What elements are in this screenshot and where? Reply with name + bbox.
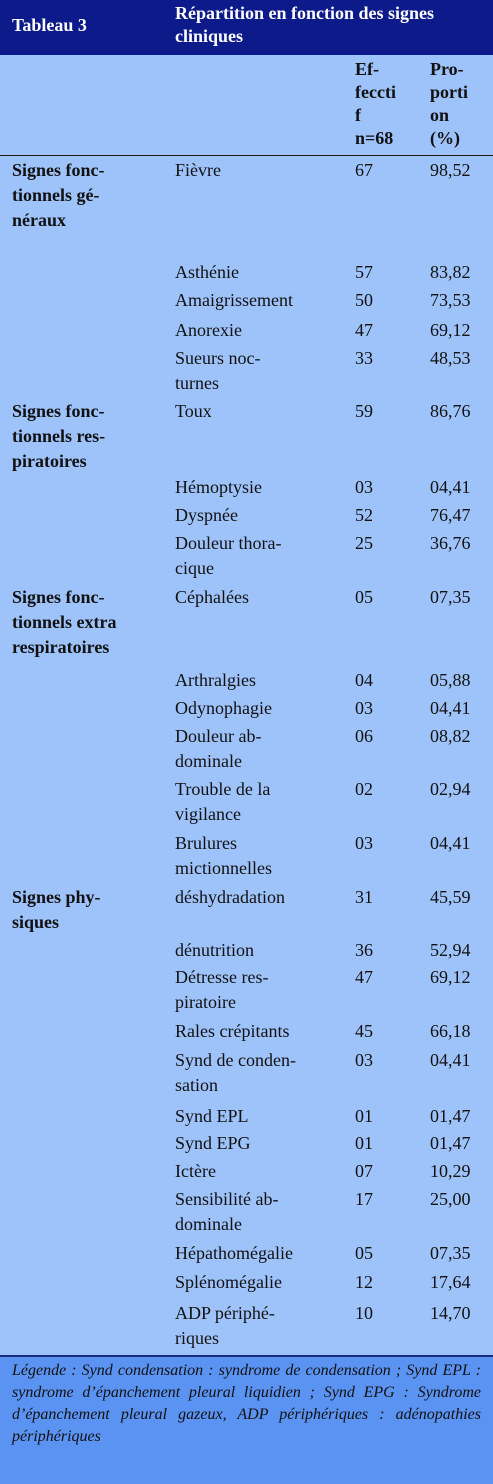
proportion-cell: 10,29 — [430, 1161, 471, 1181]
proportion-cell: 25,00 — [430, 1189, 471, 1209]
sign-cell: ADP périphé- riques — [175, 1303, 275, 1348]
sign-cell: Hépathomégalie — [175, 1243, 293, 1263]
sign-cell: Sueurs noc- turnes — [175, 348, 261, 393]
effectif-cell: 04 — [355, 670, 373, 690]
proportion-cell: 07,35 — [430, 587, 471, 607]
table-header — [0, 0, 493, 55]
effectif-cell: 59 — [355, 401, 373, 421]
sign-cell: Anorexie — [175, 320, 242, 340]
proportion-cell: 07,35 — [430, 1243, 471, 1263]
table-caption: Tableau 3 — [12, 15, 87, 35]
sign-cell: Toux — [175, 401, 212, 421]
effectif-cell: 07 — [355, 1161, 373, 1181]
effectif-cell: 50 — [355, 290, 373, 310]
sign-cell: Trouble de la vigilance — [175, 779, 271, 824]
proportion-cell: 04,41 — [430, 477, 471, 497]
sign-cell: Céphalées — [175, 587, 249, 607]
proportion-cell: 73,53 — [430, 290, 471, 310]
proportion-cell: 86,76 — [430, 401, 471, 421]
proportion-cell: 02,94 — [430, 779, 471, 799]
effectif-cell: 01 — [355, 1106, 373, 1126]
effectif-cell: 31 — [355, 887, 373, 907]
proportion-cell: 69,12 — [430, 967, 471, 987]
table-title: Répartition en fonction des signes cliniques — [175, 3, 435, 46]
sign-cell: Odynophagie — [175, 698, 272, 718]
sign-cell: Fièvre — [175, 160, 221, 180]
effectif-cell: 25 — [355, 533, 373, 553]
sign-cell: Douleur ab- dominale — [175, 726, 262, 771]
sign-cell: Douleur thora- cique — [175, 533, 282, 578]
sign-cell: Sensibilité ab- dominale — [175, 1189, 279, 1234]
proportion-cell: 69,12 — [430, 320, 471, 340]
proportion-cell: 04,41 — [430, 833, 471, 853]
effectif-cell: 36 — [355, 940, 373, 960]
effectif-cell: 10 — [355, 1303, 373, 1323]
proportion-cell: 04,41 — [430, 698, 471, 718]
effectif-cell: 05 — [355, 1243, 373, 1263]
sign-cell: Détresse res- piratoire — [175, 967, 269, 1012]
sign-cell: Amaigrissement — [175, 290, 293, 310]
proportion-cell: 98,52 — [430, 160, 471, 180]
group-label-physiques: Signes phy- siques — [12, 887, 101, 932]
effectif-cell: 47 — [355, 320, 373, 340]
sign-cell: Synd EPG — [175, 1133, 251, 1153]
effectif-cell: 57 — [355, 262, 373, 282]
effectif-cell: 02 — [355, 779, 373, 799]
sign-cell: Brulures mictionnelles — [175, 833, 272, 878]
sign-cell: Asthénie — [175, 262, 239, 282]
column-header-effectif: Ef- feccti f n=68 — [355, 59, 396, 148]
effectif-cell: 06 — [355, 726, 373, 746]
proportion-cell: 76,47 — [430, 505, 471, 525]
proportion-cell: 04,41 — [430, 1050, 471, 1070]
effectif-cell: 03 — [355, 1050, 373, 1070]
sign-cell: Dyspnée — [175, 505, 238, 525]
effectif-cell: 45 — [355, 1021, 373, 1041]
effectif-cell: 47 — [355, 967, 373, 987]
effectif-cell: 05 — [355, 587, 373, 607]
proportion-cell: 36,76 — [430, 533, 471, 553]
sign-cell: Ictère — [175, 1161, 216, 1181]
sign-cell: dénutrition — [175, 940, 254, 960]
sign-cell: Rales crépitants — [175, 1021, 290, 1041]
effectif-cell: 67 — [355, 160, 373, 180]
group-label-extra-respiratoires: Signes fonc- tionnels extra respiratoires — [12, 587, 117, 657]
proportion-cell: 48,53 — [430, 348, 471, 368]
effectif-cell: 03 — [355, 477, 373, 497]
sign-cell: Hémoptysie — [175, 477, 262, 497]
table-legend: Légende : Synd condensation : syndrome de condensation ; Synd EPL : syndrome d’épanchement pleural liquidien ; Synd EPG : Syndrome d’épanchement pleural gazeux, ADP périphériques : adénopathies périphériques — [0, 1355, 493, 1484]
proportion-cell: 45,59 — [430, 887, 471, 907]
proportion-cell: 66,18 — [430, 1021, 471, 1041]
proportion-cell: 14,70 — [430, 1303, 471, 1323]
effectif-cell: 01 — [355, 1133, 373, 1153]
column-header-proportion: Pro- porti on (%) — [430, 59, 468, 148]
sign-cell: Synd de conden- sation — [175, 1050, 296, 1095]
column-headers — [0, 55, 493, 156]
group-label-generaux: Signes fonc- tionnels gé- néraux — [12, 160, 105, 230]
proportion-cell: 01,47 — [430, 1133, 471, 1153]
sign-cell: déshydradation — [175, 887, 285, 907]
effectif-cell: 03 — [355, 698, 373, 718]
group-label-respiratoires: Signes fonc- tionnels res- piratoires — [12, 401, 106, 471]
effectif-cell: 12 — [355, 1272, 373, 1292]
sign-cell: Arthralgies — [175, 670, 256, 690]
proportion-cell: 83,82 — [430, 262, 471, 282]
sign-cell: Synd EPL — [175, 1106, 249, 1126]
proportion-cell: 05,88 — [430, 670, 471, 690]
effectif-cell: 03 — [355, 833, 373, 853]
proportion-cell: 17,64 — [430, 1272, 471, 1292]
proportion-cell: 08,82 — [430, 726, 471, 746]
sign-cell: Splénomégalie — [175, 1272, 282, 1292]
effectif-cell: 33 — [355, 348, 373, 368]
proportion-cell: 01,47 — [430, 1106, 471, 1126]
header-rule — [0, 155, 493, 156]
effectif-cell: 17 — [355, 1189, 373, 1209]
proportion-cell: 52,94 — [430, 940, 471, 960]
effectif-cell: 52 — [355, 505, 373, 525]
